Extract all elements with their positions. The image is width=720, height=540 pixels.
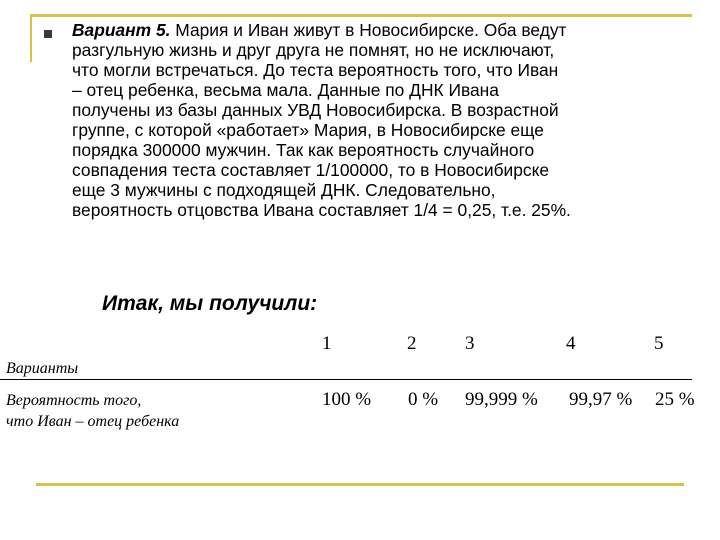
table-divider <box>0 379 692 380</box>
left-rule <box>30 14 32 62</box>
row-label-probability: Вероятность того, что Иван – отец ребенка <box>6 392 180 430</box>
probability-value-3: 99,999 % <box>465 389 538 410</box>
column-header-3: 3 <box>465 333 475 354</box>
variant-lead: Вариант 5. <box>72 20 171 40</box>
variant-text: Мария и Иван живут в Новосибирске. Оба ведут разгульную жизнь и друг друга не помнят, но не исключают, что могли встречаться. До теста вероятность того, что Иван – отец ребенка, весьма мала. Данные по ДНК Ивана получены из базы данных УВД Новосибирска. В возрастной группе, с которой «работает» Мария, в Новосибирске еще порядка 300000 мужчин. Так как вероятность случайного совпадения теста составляет 1/100000, то в Новосибирске еще 3 мужчины с подходящей ДНК. Следовательно, вероятность отцовства Ивана составляет 1/4 = 0,25, т.е. 25%. <box>72 20 571 220</box>
bottom-rule <box>36 483 684 486</box>
column-header-2: 2 <box>407 333 417 354</box>
probability-value-4: 99,97 % <box>569 389 633 410</box>
column-header-5: 5 <box>654 333 664 354</box>
probability-value-1: 100 % <box>322 389 372 410</box>
column-header-4: 4 <box>566 333 576 354</box>
top-rule <box>30 14 692 17</box>
column-header-1: 1 <box>322 333 332 354</box>
bullet-icon <box>44 30 52 38</box>
probability-value-5: 25 % <box>655 389 695 410</box>
summary-heading: Итак, мы получили: <box>102 292 318 315</box>
row-label-variants: Варианты <box>6 360 79 377</box>
variant-5-paragraph <box>72 20 698 220</box>
probability-value-2: 0 % <box>408 389 439 410</box>
